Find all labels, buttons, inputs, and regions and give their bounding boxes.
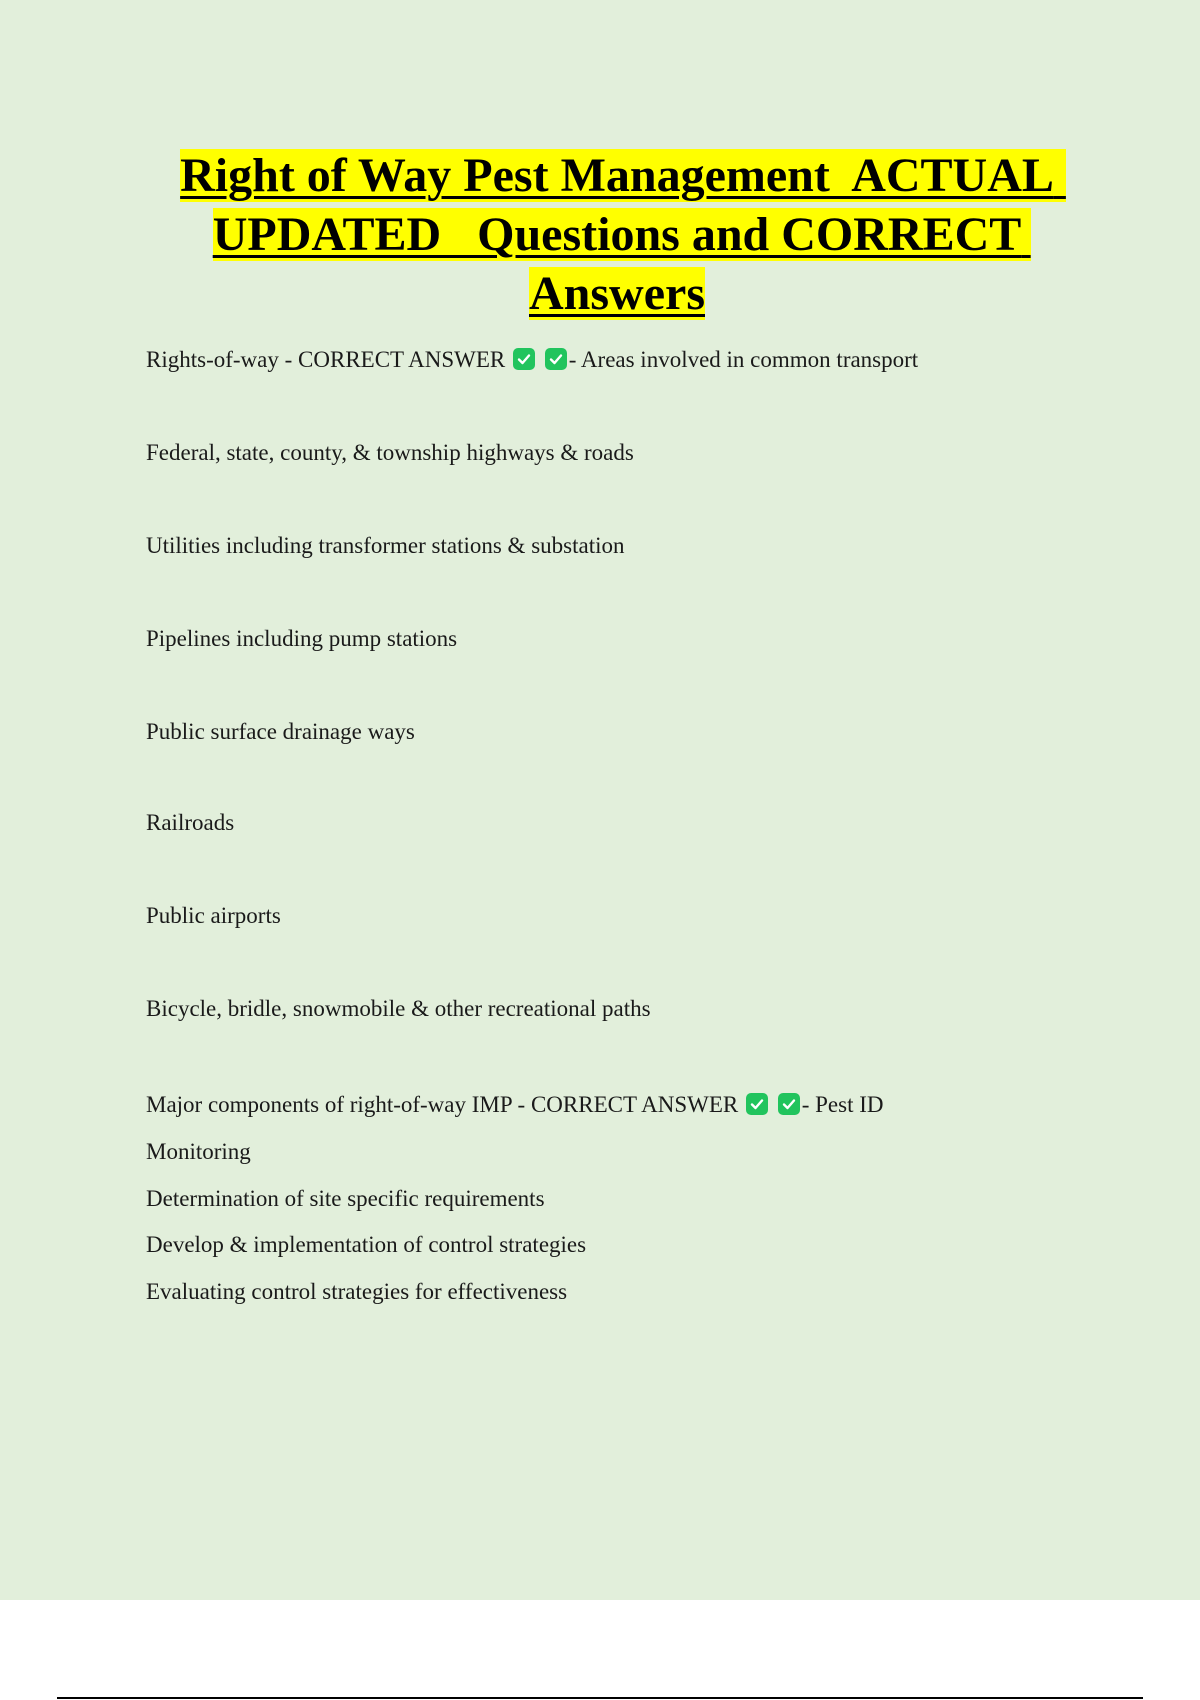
answer-text: - Areas involved in common transport xyxy=(568,347,919,372)
qa-line-1 xyxy=(146,346,918,374)
answer-item: Pipelines including pump stations xyxy=(146,626,458,651)
answer-item: Federal, state, county, & township highways & roads xyxy=(146,440,634,465)
question-text: Major components of right-of-way IMP - CORRECT ANSWER xyxy=(146,1092,739,1117)
check-mark-icon xyxy=(778,1093,800,1115)
answer-item: Develop & implementation of control strategies xyxy=(146,1232,587,1257)
answer-item: Monitoring xyxy=(146,1139,251,1164)
answer-item: Evaluating control strategies for effectiveness xyxy=(146,1279,568,1304)
question-text: Rights-of-way - CORRECT ANSWER xyxy=(146,347,506,372)
check-mark-icon xyxy=(513,348,535,370)
check-mark-icon xyxy=(746,1093,768,1115)
check-mark-icon xyxy=(545,348,567,370)
answer-item: Public airports xyxy=(146,903,281,928)
answer-item: Public surface drainage ways xyxy=(146,719,415,744)
title-highlight: Right of Way Pest Management ACTUAL UPDATED Questions and CORRECT Answers xyxy=(180,149,1066,320)
answer-item: Bicycle, bridle, snowmobile & other recreational paths xyxy=(146,996,651,1021)
document-title xyxy=(150,146,1084,323)
qa-line-2 xyxy=(146,1091,884,1119)
answer-text: - Pest ID xyxy=(801,1092,884,1117)
footer-divider xyxy=(57,1697,1143,1699)
answer-item: Utilities including transformer stations & substation xyxy=(146,533,625,558)
answer-item: Determination of site specific requirements xyxy=(146,1186,545,1211)
answer-item: Railroads xyxy=(146,810,235,835)
